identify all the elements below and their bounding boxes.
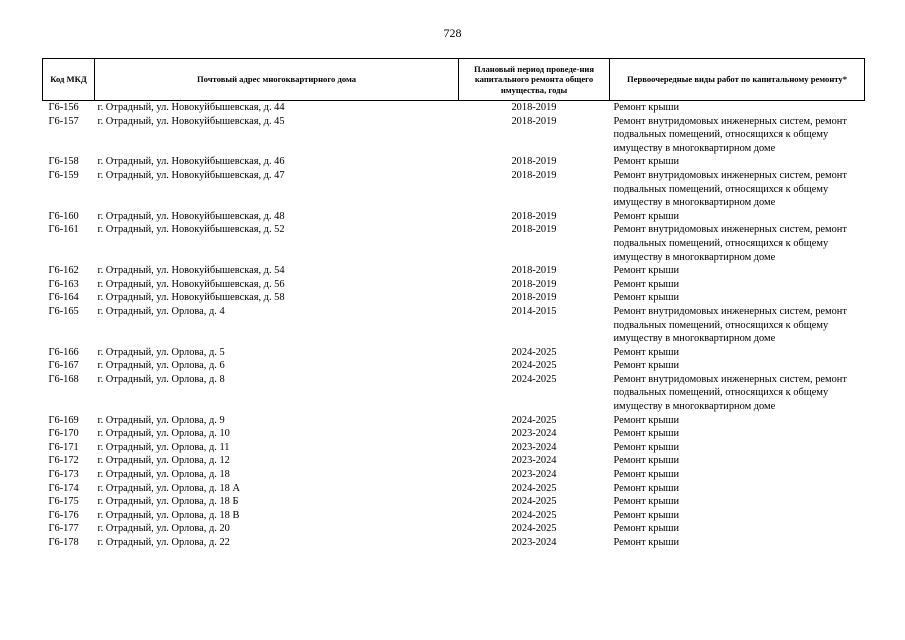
cell-code: Г6-161 xyxy=(48,224,79,236)
cell-works: Ремонт крыши xyxy=(613,278,680,290)
cell-code: Г6-164 xyxy=(48,292,79,304)
cell-works: Ремонт крыши xyxy=(613,523,680,535)
cell-code: Г6-160 xyxy=(48,210,79,222)
cell-code: Г6-166 xyxy=(48,346,79,358)
cell-address: г. Отрадный, ул. Орлова, д. 8 xyxy=(97,373,225,385)
table-row xyxy=(43,169,865,210)
cell-period: 2018-2019 xyxy=(511,115,557,127)
header-period: Плановый период проведе-ния капитального ремонта общего имущества, годы xyxy=(459,59,610,101)
table-row xyxy=(43,155,865,169)
cell-address: г. Отрадный, ул. Орлова, д. 18 А xyxy=(97,482,240,494)
cell-works: Ремонт крыши xyxy=(613,265,680,277)
cell-address: г. Отрадный, ул. Новокуйбышевская, д. 52 xyxy=(97,224,285,236)
cell-address: г. Отрадный, ул. Орлова, д. 20 xyxy=(97,523,230,535)
cell-works: Ремонт крыши xyxy=(613,156,680,168)
table-row xyxy=(43,115,865,156)
cell-period: 2018-2019 xyxy=(511,265,557,277)
cell-code: Г6-171 xyxy=(48,441,79,453)
cell-works: Ремонт внутридомовых инженерных систем, ремонт подвальных помещений, относящихся к общему имуществу в многоквартирном доме xyxy=(613,169,847,209)
table-row xyxy=(43,454,865,468)
cell-period: 2023-2024 xyxy=(511,537,557,548)
cell-period: 2024-2025 xyxy=(511,373,557,385)
cell-code: Г6-168 xyxy=(48,373,79,385)
cell-period: 2018-2019 xyxy=(511,210,557,222)
cell-period: 2018-2019 xyxy=(511,102,557,113)
cell-period: 2024-2025 xyxy=(511,346,557,358)
table-row xyxy=(43,509,865,523)
table-row xyxy=(43,291,865,305)
cell-works: Ремонт крыши xyxy=(613,496,680,508)
cell-period: 2023-2024 xyxy=(511,428,557,440)
cell-works: Ремонт крыши xyxy=(613,441,680,453)
cell-code: Г6-162 xyxy=(48,265,79,277)
table-row xyxy=(43,536,865,550)
table-row xyxy=(43,223,865,264)
table-row xyxy=(43,373,865,414)
cell-works: Ремонт внутридомовых инженерных систем, ремонт подвальных помещений, относящихся к общему имуществу в многоквартирном доме xyxy=(613,224,847,263)
cell-code: Г6-174 xyxy=(48,482,79,494)
cell-works: Ремонт крыши xyxy=(613,346,680,358)
cell-address: г. Отрадный, ул. Орлова, д. 18 xyxy=(97,469,230,481)
cell-address: г. Отрадный, ул. Новокуйбышевская, д. 54 xyxy=(97,265,285,277)
table-row xyxy=(43,359,865,373)
table-row xyxy=(43,346,865,360)
cell-code: Г6-170 xyxy=(48,428,79,440)
cell-works: Ремонт крыши xyxy=(613,509,680,521)
cell-address: г. Отрадный, ул. Новокуйбышевская, д. 58 xyxy=(97,292,285,304)
cell-address: г. Отрадный, ул. Новокуйбышевская, д. 46 xyxy=(97,156,285,168)
table-row xyxy=(43,495,865,509)
cell-period: 2018-2019 xyxy=(511,278,557,290)
cell-code: Г6-167 xyxy=(48,360,79,372)
cell-works: Ремонт крыши xyxy=(613,537,680,548)
cell-code: Г6-176 xyxy=(48,509,79,521)
table-header-row xyxy=(43,59,865,101)
cell-code: Г6-157 xyxy=(48,115,79,127)
cell-address: г. Отрадный, ул. Орлова, д. 18 Б xyxy=(97,496,239,508)
cell-code: Г6-177 xyxy=(48,523,79,535)
header-address: Почтовый адрес многоквартирного дома xyxy=(95,59,459,101)
cell-code: Г6-173 xyxy=(48,469,79,481)
cell-address: г. Отрадный, ул. Новокуйбышевская, д. 44 xyxy=(97,102,285,113)
table-row xyxy=(43,414,865,428)
cell-address: г. Отрадный, ул. Орлова, д. 6 xyxy=(97,360,225,372)
cell-period: 2024-2025 xyxy=(511,523,557,535)
cell-period: 2023-2024 xyxy=(511,469,557,481)
header-code: Код МКД xyxy=(43,59,95,101)
cell-address: г. Отрадный, ул. Орлова, д. 11 xyxy=(97,441,230,453)
cell-code: Г6-163 xyxy=(48,278,79,290)
cell-works: Ремонт внутридомовых инженерных систем, ремонт подвальных помещений, относящихся к общему имуществу в многоквартирном доме xyxy=(613,115,847,154)
cell-works: Ремонт внутридомовых инженерных систем, ремонт подвальных помещений, относящихся к общему имуществу в многоквартирном доме xyxy=(613,373,847,413)
capital-repair-table xyxy=(42,58,865,550)
cell-address: г. Отрадный, ул. Новокуйбышевская, д. 56 xyxy=(97,278,285,290)
table-row xyxy=(43,305,865,346)
cell-period: 2024-2025 xyxy=(511,482,557,494)
cell-works: Ремонт крыши xyxy=(613,360,680,372)
cell-address: г. Отрадный, ул. Орлова, д. 4 xyxy=(97,305,225,317)
cell-works: Ремонт крыши xyxy=(613,102,680,113)
cell-address: г. Отрадный, ул. Орлова, д. 5 xyxy=(97,346,225,358)
cell-period: 2023-2024 xyxy=(511,455,557,467)
cell-works: Ремонт крыши xyxy=(613,455,680,467)
table-row xyxy=(43,264,865,278)
cell-code: Г6-172 xyxy=(48,455,79,467)
cell-period: 2018-2019 xyxy=(511,292,557,304)
header-works: Первоочередные виды работ по капитальному ремонту* xyxy=(610,59,865,101)
cell-period: 2014-2015 xyxy=(511,305,557,317)
cell-works: Ремонт крыши xyxy=(613,469,680,481)
table-row xyxy=(43,278,865,292)
cell-works: Ремонт крыши xyxy=(613,292,680,304)
cell-address: г. Отрадный, ул. Орлова, д. 22 xyxy=(97,537,230,548)
table-row xyxy=(43,468,865,482)
cell-period: 2018-2019 xyxy=(511,156,557,168)
cell-period: 2024-2025 xyxy=(511,509,557,521)
table-row xyxy=(43,441,865,455)
table-body xyxy=(43,101,865,550)
cell-period: 2024-2025 xyxy=(511,414,557,426)
cell-works: Ремонт крыши xyxy=(613,482,680,494)
cell-address: г. Отрадный, ул. Орлова, д. 9 xyxy=(97,414,225,426)
cell-period: 2023-2024 xyxy=(511,441,557,453)
cell-code: Г6-165 xyxy=(48,305,79,317)
cell-period: 2024-2025 xyxy=(511,360,557,372)
cell-code: Г6-158 xyxy=(48,156,79,168)
page-number: 728 xyxy=(443,26,462,40)
cell-code: Г6-169 xyxy=(48,414,79,426)
cell-works: Ремонт внутридомовых инженерных систем, ремонт подвальных помещений, относящихся к общему имуществу в многоквартирном доме xyxy=(613,305,847,345)
cell-code: Г6-178 xyxy=(48,537,79,548)
table-row xyxy=(43,482,865,496)
cell-period: 2018-2019 xyxy=(511,224,557,236)
table-row xyxy=(43,522,865,536)
cell-address: г. Отрадный, ул. Новокуйбышевская, д. 47 xyxy=(97,169,285,181)
cell-works: Ремонт крыши xyxy=(613,210,680,222)
cell-address: г. Отрадный, ул. Новокуйбышевская, д. 48 xyxy=(97,210,285,222)
cell-code: Г6-156 xyxy=(48,102,79,113)
table-row xyxy=(43,210,865,224)
cell-address: г. Отрадный, ул. Орлова, д. 10 xyxy=(97,428,230,440)
cell-code: Г6-175 xyxy=(48,496,79,508)
cell-works: Ремонт крыши xyxy=(613,428,680,440)
cell-period: 2018-2019 xyxy=(511,169,557,181)
cell-address: г. Отрадный, ул. Орлова, д. 12 xyxy=(97,455,230,467)
table-row xyxy=(43,101,865,115)
cell-address: г. Отрадный, ул. Орлова, д. 18 В xyxy=(97,509,240,521)
cell-works: Ремонт крыши xyxy=(613,414,680,426)
cell-address: г. Отрадный, ул. Новокуйбышевская, д. 45 xyxy=(97,115,285,127)
cell-period: 2024-2025 xyxy=(511,496,557,508)
table-row xyxy=(43,427,865,441)
cell-code: Г6-159 xyxy=(48,169,79,181)
